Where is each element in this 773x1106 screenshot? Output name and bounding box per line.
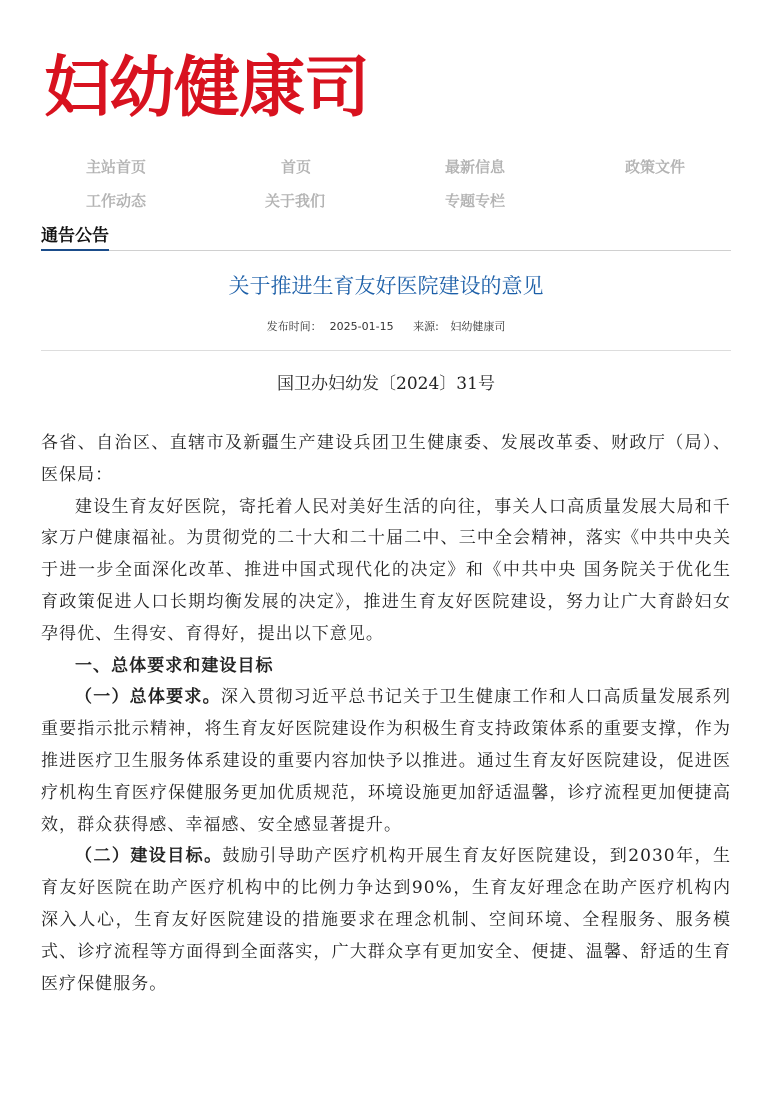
paragraph-lead: （二）建设目标。 [75,846,223,867]
nav-item-about[interactable]: 关于我们 [265,192,326,210]
publish-date-value: 2025-01-15 [329,320,394,333]
nav-item-main-home[interactable]: 主站首页 [86,158,147,176]
source-value: 妇幼健康司 [450,320,506,333]
nav-item-home[interactable]: 首页 [281,158,312,176]
publish-date [263,320,398,333]
source [409,320,509,333]
paragraph-text: 深入贯彻习近平总书记关于卫生健康工作和人口高质量发展系列重要指示批示精神，将生育友好医院建设作为积极生育支持政策体系的重要支撑，作为推进医疗卫生服务体系建设的重要内容加快予以推进。通过生育友好医院建设，促进医疗机构生育医疗保健服务更加优质规范，环境设施更加舒适温馨，诊疗流程更加便捷高效，群众获得感、幸福感、安全感显著提升。 [41,687,731,835]
salutation: 各省、自治区、直辖市及新疆生产建设兵团卫生健康委、发展改革委、财政厅（局）、医保局： [41,433,731,485]
section-heading-1: 一、总体要求和建设目标 [75,655,274,676]
nav-item-topics[interactable]: 专题专栏 [445,192,506,210]
article-title: 关于推进生育友好医院建设的意见 [228,274,544,298]
nav-item-work[interactable]: 工作动态 [86,192,147,210]
paragraph-text: 鼓励引导助产医疗机构开展生育友好医院建设，到2030年，生育友好医院在助产医疗机构中的比例力争达到90%，生育友好理念在助产医疗机构内深入人心，生育友好医院建设的措施要求在理念机制、空间环境、全程服务、服务模式、诊疗流程等方面得到全面落实，广大群众享有更加安全、便捷、温馨、舒适的生育医疗保健服务。 [41,846,731,994]
paragraph-general-requirements [41,682,731,841]
intro-paragraph: 建设生育友好医院，寄托着人民对美好生活的向往，事关人口高质量发展大局和千家万户健康福祉。为贯彻党的二十大和二十届二中、三中全会精神，落实《中共中央关于进一步全面深化改革、推进中国式现代化的决定》和《中共中央 国务院关于优化生育政策促进人口长期均衡发展的决定》，推进生育友好医院建设，努力让广大育龄妇女孕得优、生得安、育得好，提出以下意见。 [41,496,731,644]
source-label: 来源: [413,320,439,333]
document-number: 国卫办妇幼发〔2024〕31号 [277,374,495,394]
paragraph-construction-goals [41,841,731,1000]
article-meta [41,318,731,334]
section-header [41,226,731,251]
divider [41,350,731,351]
publish-date-label: 发布时间： [266,320,322,333]
nav-item-latest[interactable]: 最新信息 [445,158,506,176]
article-body [41,428,731,1000]
paragraph-lead: （一）总体要求。 [75,687,221,708]
nav-item-policy[interactable]: 政策文件 [625,158,686,176]
site-logo[interactable]: 妇幼健康司 [44,49,369,126]
section-title[interactable]: 通告公告 [41,226,109,251]
